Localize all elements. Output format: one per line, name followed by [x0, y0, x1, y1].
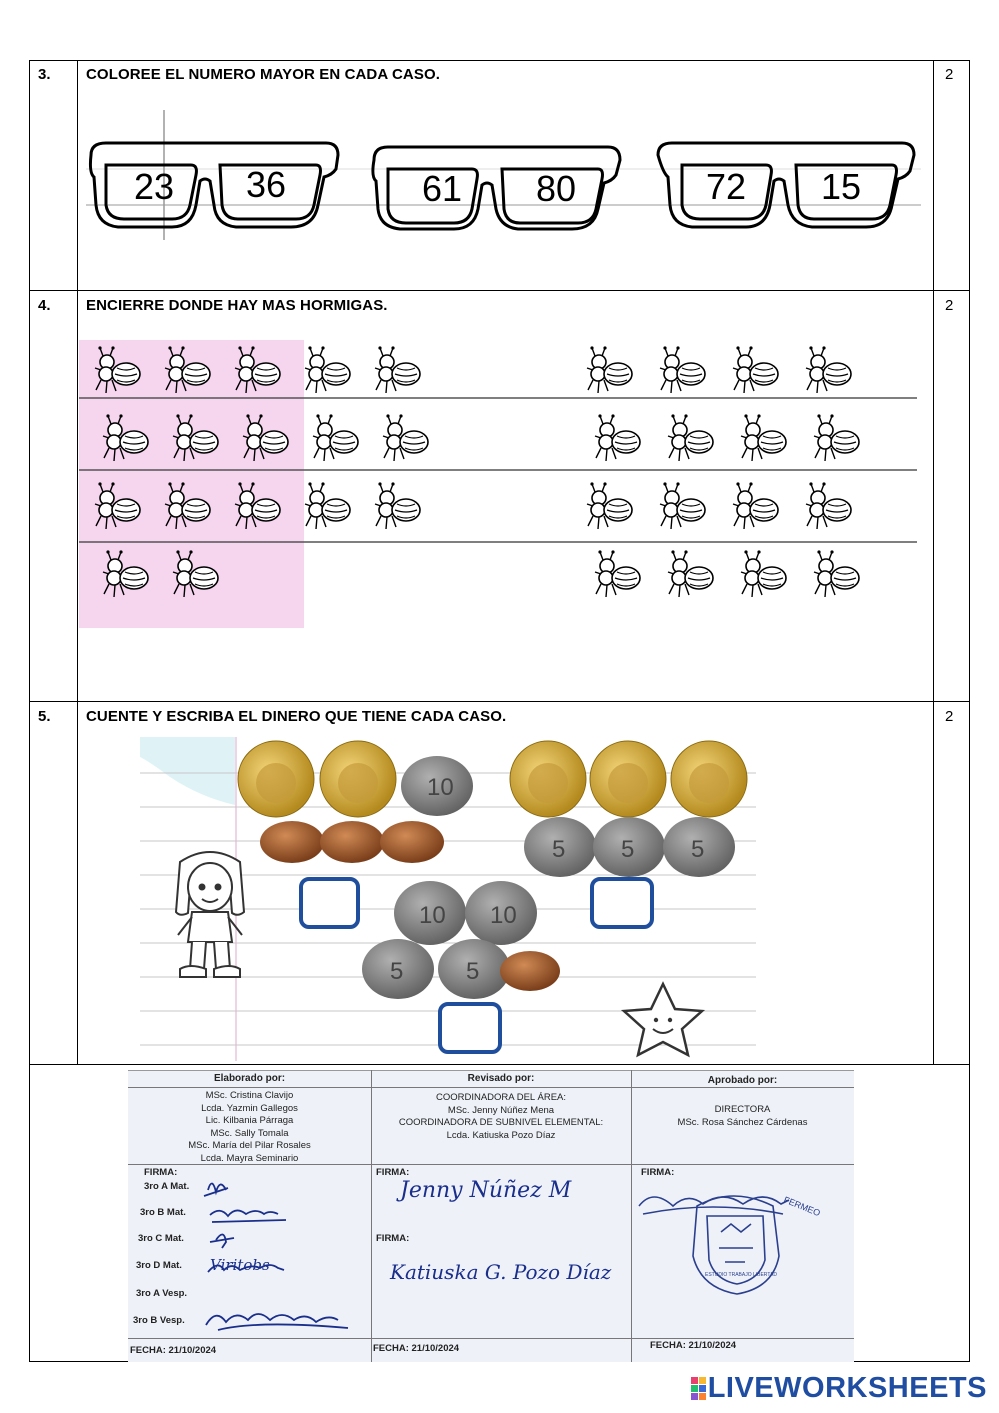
question-text: COLOREE EL NUMERO MAYOR EN CADA CASO. — [86, 66, 441, 83]
table-row-divider — [29, 1064, 970, 1065]
ants-group-right[interactable] — [587, 346, 859, 597]
gold-coin — [320, 741, 396, 817]
silver-coin-5 — [362, 939, 434, 999]
ant-icon — [668, 414, 713, 461]
table-right-border — [969, 60, 970, 1362]
question-text: CUENTE Y ESCRIBA EL DINERO QUE TIENE CADA CASO. — [86, 708, 507, 725]
aprobado-line: MSc. Rosa Sánchez Cárdenas — [677, 1116, 808, 1128]
elaborado-name: MSc. Cristina Clavijo — [205, 1090, 294, 1101]
glasses-illustration — [86, 105, 921, 245]
aprobado-line: DIRECTORA — [714, 1104, 771, 1115]
ant-icon — [660, 346, 705, 393]
glasses-number[interactable]: 23 — [134, 166, 175, 207]
question-text: ENCIERRE DONDE HAY MAS HORMIGAS. — [86, 297, 388, 314]
sig-top-border — [128, 1070, 854, 1071]
signature-table — [128, 1070, 854, 1362]
ant-icon — [595, 550, 640, 597]
handwritten-signatures-left — [198, 1170, 368, 1340]
ant-icon — [733, 482, 778, 529]
gold-coin — [590, 741, 666, 817]
ant-icon — [383, 414, 428, 461]
liveworksheets-brand[interactable]: LIVEWORKSHEETS — [707, 1372, 987, 1404]
handwritten-signature: Viritobs — [210, 1256, 270, 1274]
glasses-number[interactable]: 15 — [821, 166, 862, 207]
ant-icon — [806, 346, 851, 393]
table-col-divider — [77, 60, 78, 1064]
copper-coin — [500, 951, 560, 991]
revisado-header: Revisado por: — [467, 1073, 535, 1084]
ant-icon — [668, 550, 713, 597]
firma-label: FIRMA: — [376, 1233, 410, 1244]
course-label: 3ro A Mat. — [144, 1181, 190, 1192]
question-number: 5. — [38, 708, 51, 725]
gold-coin — [238, 741, 314, 817]
table-row-divider — [29, 290, 970, 291]
course-label: 3ro B Vesp. — [133, 1315, 185, 1326]
ants-illustration — [79, 340, 917, 628]
fecha-label: FECHA: 21/10/2024 — [130, 1345, 217, 1356]
elaborado-name: Lic. Kilbania Párraga — [205, 1115, 294, 1126]
firma-label: FIRMA: — [641, 1167, 675, 1178]
question-number: 3. — [38, 66, 51, 83]
svg-text:10: 10 — [490, 902, 517, 929]
revisado-line: COORDINADORA DE SUBNIVEL ELEMENTAL: — [398, 1117, 604, 1128]
handwritten-signature: Katiuska G. Pozo Díaz — [390, 1260, 612, 1284]
handwritten-signature: Jenny Núñez M — [400, 1178, 572, 1203]
ant-icon — [313, 414, 358, 461]
ant-icon — [587, 482, 632, 529]
silver-coin-10 — [465, 881, 537, 945]
glasses-number[interactable]: 36 — [246, 164, 287, 205]
firma-label: FIRMA: — [144, 1167, 178, 1178]
elaborado-name: Lcda. Mayra Seminario — [200, 1152, 299, 1164]
silver-coin-5 — [663, 817, 735, 877]
svg-text:5: 5 — [390, 958, 404, 985]
svg-text:5: 5 — [621, 836, 635, 863]
glasses-pair-3[interactable] — [658, 143, 914, 227]
seal-motto: ESTUDIO TRABAJO LIBERTAD — [705, 1272, 777, 1278]
revisado-line: MSc. Jenny Núñez Mena — [447, 1104, 555, 1116]
ant-icon — [806, 482, 851, 529]
ant-icon — [595, 414, 640, 461]
copper-coin — [380, 821, 444, 863]
school-seal — [633, 1176, 833, 1306]
copper-coin — [320, 821, 384, 863]
table-top-border — [29, 60, 970, 61]
ant-icon — [375, 346, 420, 393]
money-illustration — [140, 737, 756, 1061]
question-number: 4. — [38, 297, 51, 314]
elaborado-header: Elaborado por: — [213, 1073, 286, 1084]
sig-header-line — [128, 1087, 854, 1088]
silver-coin-5 — [524, 817, 596, 877]
svg-text:5: 5 — [552, 836, 566, 863]
answer-box-1[interactable] — [301, 879, 358, 927]
elaborado-name: MSc. María del Pilar Rosales — [188, 1140, 311, 1151]
revisado-line: COORDINADORA DEL ÁREA: — [435, 1092, 567, 1103]
glasses-number[interactable]: 80 — [536, 168, 577, 209]
course-label: 3ro D Mat. — [136, 1260, 182, 1271]
answer-box-2[interactable] — [592, 879, 652, 927]
course-label: 3ro B Mat. — [140, 1207, 186, 1218]
silver-coin-5 — [438, 939, 510, 999]
aprobado-header: Aprobado por: — [707, 1075, 778, 1086]
firma-label: FIRMA: — [376, 1167, 410, 1178]
seal-text: FERMEO — [782, 1194, 822, 1219]
glasses-number[interactable]: 72 — [706, 166, 747, 207]
elaborado-name: MSc. Sally Tomala — [210, 1127, 289, 1139]
ant-icon — [375, 482, 420, 529]
table-row-divider — [29, 701, 970, 702]
silver-coin-5 — [593, 817, 665, 877]
question-points: 2 — [945, 708, 954, 725]
glasses-number[interactable]: 61 — [422, 168, 463, 209]
svg-text:5: 5 — [691, 836, 705, 863]
glasses-pair-1[interactable] — [90, 143, 338, 227]
answer-box-3[interactable] — [440, 1004, 500, 1052]
silver-coin-10 — [394, 881, 466, 945]
course-label: 3ro C Mat. — [138, 1233, 184, 1244]
ant-icon — [305, 346, 350, 393]
elaborado-names — [128, 1090, 371, 1165]
revisado-lines — [371, 1092, 631, 1142]
glasses-pair-2[interactable] — [373, 147, 620, 229]
fecha-label: FECHA: 21/10/2024 — [373, 1343, 460, 1354]
table-col-divider — [933, 60, 934, 1064]
ant-icon — [733, 346, 778, 393]
svg-text:10: 10 — [419, 902, 446, 929]
question-points: 2 — [945, 297, 954, 314]
ant-icon — [741, 414, 786, 461]
fecha-label: FECHA: 21/10/2024 — [650, 1340, 737, 1351]
question-points: 2 — [945, 66, 954, 83]
ant-icon — [814, 550, 859, 597]
silver-coin-10 — [401, 756, 473, 816]
revisado-line: Lcda. Katiuska Pozo Díaz — [446, 1129, 556, 1141]
ant-icon — [814, 414, 859, 461]
aprobado-lines — [631, 1104, 854, 1129]
copper-coin — [260, 821, 324, 863]
elaborado-name: Lcda. Yazmin Gallegos — [201, 1102, 298, 1114]
gold-coin — [671, 741, 747, 817]
svg-text:5: 5 — [466, 958, 480, 985]
svg-text:10: 10 — [427, 774, 454, 801]
gold-coin — [510, 741, 586, 817]
table-left-border — [29, 60, 30, 1362]
ant-icon — [741, 550, 786, 597]
ant-icon — [660, 482, 705, 529]
ant-icon — [587, 346, 632, 393]
ant-icon — [305, 482, 350, 529]
course-label: 3ro A Vesp. — [136, 1288, 188, 1299]
